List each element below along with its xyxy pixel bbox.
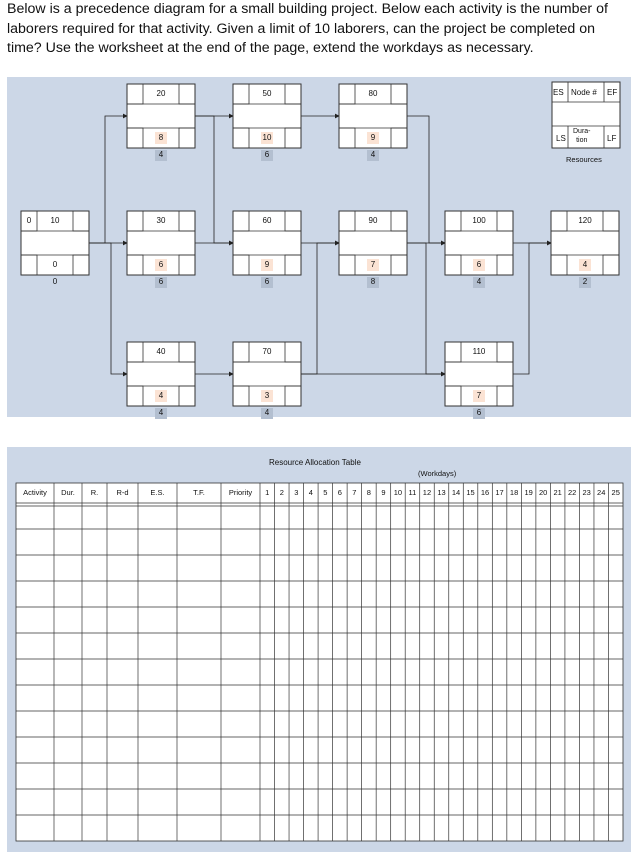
- column-header: R-d: [116, 488, 129, 497]
- node-duration: 9: [370, 133, 376, 142]
- node-number: 100: [472, 216, 486, 225]
- node-number: 60: [262, 216, 272, 225]
- precedence-arrow: [513, 243, 551, 374]
- workday-header: 6: [337, 488, 342, 497]
- legend-ls: LS: [556, 134, 566, 143]
- workday-header: 21: [553, 488, 562, 497]
- workday-header: 25: [611, 488, 620, 497]
- diagram-canvas: [7, 77, 631, 417]
- legend-resources: Resources: [566, 155, 602, 164]
- legend-es: ES: [553, 88, 564, 97]
- workday-header: 23: [582, 488, 591, 497]
- workday-header: 20: [538, 488, 548, 497]
- workday-header: 4: [308, 488, 313, 497]
- workday-header: 8: [366, 488, 371, 497]
- node-duration: 10: [262, 133, 272, 142]
- workday-header: 16: [480, 488, 490, 497]
- precedence-arrow: [195, 116, 233, 243]
- node-resources: 4: [158, 408, 164, 417]
- precedence-arrow: [301, 243, 339, 374]
- workday-header: 24: [597, 488, 606, 497]
- node-duration: 6: [476, 260, 482, 269]
- worksheet-grid: [7, 447, 631, 852]
- node-duration: 3: [264, 391, 270, 400]
- legend-node-number: Node #: [571, 88, 597, 97]
- node-resources: 6: [158, 277, 164, 286]
- precedence-arrow: [407, 116, 445, 243]
- workday-header: 14: [451, 488, 461, 497]
- node-number: 90: [368, 216, 378, 225]
- precedence-arrow: [89, 116, 127, 243]
- legend-lf: LF: [607, 134, 617, 143]
- node-number: 80: [368, 89, 378, 98]
- node-resources: 0: [52, 277, 58, 286]
- node-resources: 4: [264, 408, 270, 417]
- workday-header: 5: [323, 488, 328, 497]
- workday-header: 9: [381, 488, 386, 497]
- column-header: R.: [90, 488, 99, 497]
- node-duration: 4: [582, 260, 588, 269]
- node-resources: 2: [582, 277, 588, 286]
- node-ls: 0: [52, 260, 58, 269]
- workday-header: 11: [408, 488, 417, 497]
- node-resources: 8: [370, 277, 376, 286]
- node-resources: 4: [158, 150, 164, 159]
- node-duration: 7: [476, 391, 482, 400]
- column-header: Dur.: [61, 488, 75, 497]
- node-number: 70: [262, 347, 272, 356]
- precedence-arrow: [89, 243, 127, 374]
- table-title: Resource Allocation Table: [269, 458, 361, 467]
- node-number: 120: [578, 216, 592, 225]
- workdays-label: (Workdays): [418, 469, 457, 478]
- workday-header: 3: [294, 488, 299, 497]
- node-resources: 6: [476, 408, 482, 417]
- workday-header: 17: [495, 488, 504, 497]
- node-resources: 6: [264, 150, 270, 159]
- workday-header: 15: [466, 488, 475, 497]
- workday-header: 1: [265, 488, 270, 497]
- node-number: 50: [262, 89, 272, 98]
- workday-header: 7: [352, 488, 357, 497]
- node-number: 20: [156, 89, 166, 98]
- workday-header: 12: [422, 488, 432, 497]
- node-resources: 4: [370, 150, 376, 159]
- resource-allocation-worksheet: [7, 447, 631, 852]
- workday-header: 10: [393, 488, 403, 497]
- column-header: E.S.: [150, 488, 165, 497]
- column-header: T.F.: [193, 488, 205, 497]
- node-duration: 6: [158, 260, 164, 269]
- workday-header: 19: [524, 488, 533, 497]
- node-number: 30: [156, 216, 166, 225]
- legend-duration: Dura- tion: [573, 128, 591, 144]
- intro-text: Below is a precedence diagram for a small building project. Below each activity is the number of laborers required for that activity. Given a limit of 10 laborers, can the project be completed on time? Use the worksheet at the end of the page, extend the workdays as necessary.: [7, 1, 608, 56]
- legend-ef: EF: [607, 88, 618, 97]
- precedence-diagram: [7, 77, 631, 417]
- node-number: 10: [50, 216, 60, 225]
- node-es: 0: [26, 216, 32, 225]
- node-resources: 6: [264, 277, 270, 286]
- node-duration: 8: [158, 133, 164, 142]
- node-duration: 4: [158, 391, 164, 400]
- column-header: Priority: [228, 488, 253, 497]
- node-duration: 7: [370, 260, 376, 269]
- node-number: 40: [156, 347, 166, 356]
- workday-header: 2: [279, 488, 284, 497]
- node-number: 110: [472, 347, 486, 356]
- workday-header: 13: [437, 488, 446, 497]
- node-duration: 9: [264, 260, 270, 269]
- precedence-arrow: [407, 243, 445, 374]
- workday-header: 18: [509, 488, 519, 497]
- column-header: Activity: [23, 488, 47, 497]
- workday-header: 22: [567, 488, 577, 497]
- node-resources: 4: [476, 277, 482, 286]
